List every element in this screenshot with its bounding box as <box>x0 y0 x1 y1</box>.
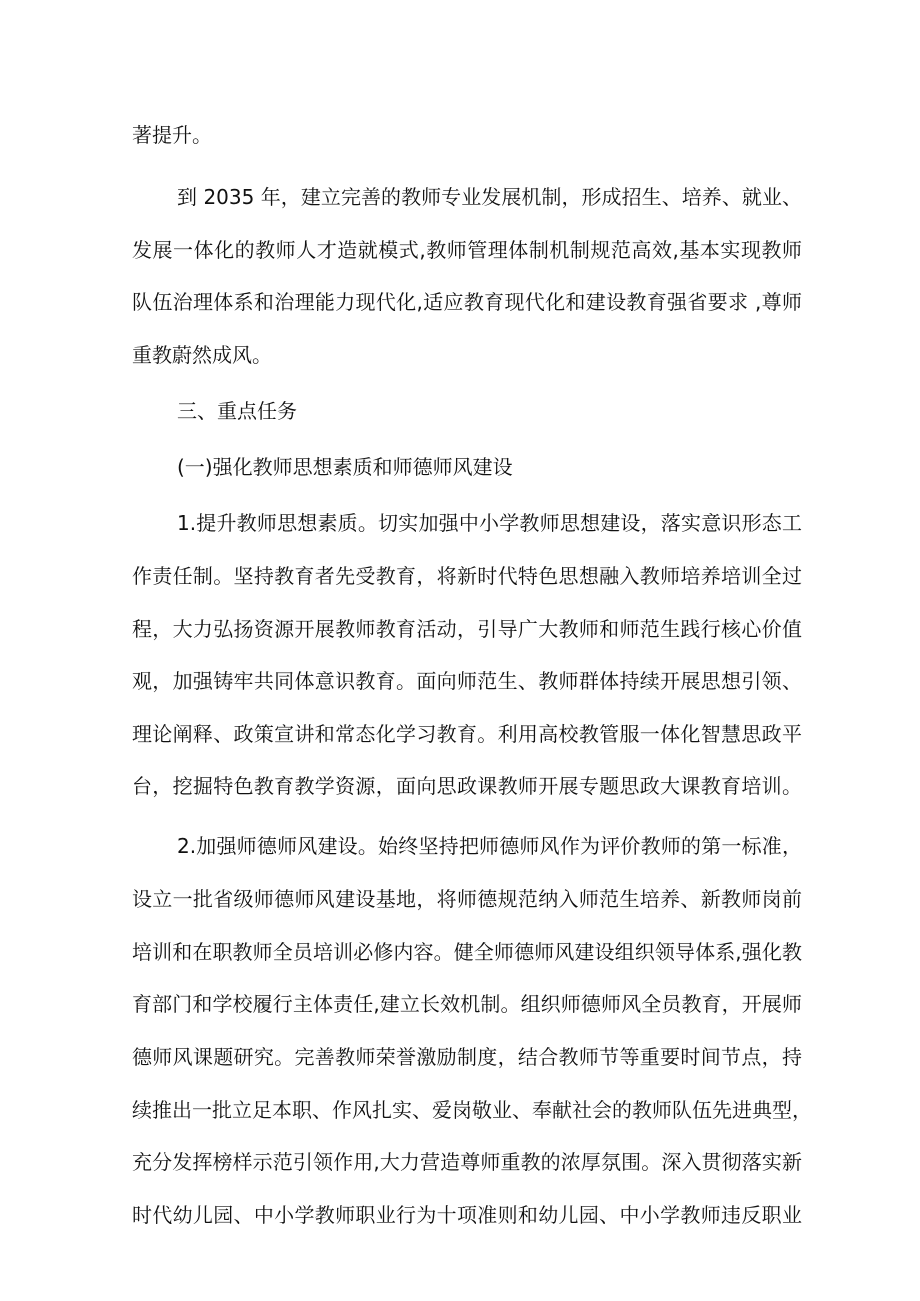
subsection-heading-1: (一)强化教师思想素质和师德师风建设 <box>177 455 513 479</box>
paragraph-goal-2035-line-2: 发展一体化的教师人才造就模式,教师管理体制机制规范高效,基本实现教师 <box>132 238 802 262</box>
item-2-line-8: 时代幼儿园、中小学教师职业行为十项准则和幼儿园、中小学教师违反职业 <box>132 1203 802 1227</box>
item-1-line-3: 程，大力弘扬资源开展教师教育活动，引导广大教师和师范生践行核心价值 <box>132 617 802 641</box>
item-1-line-5: 理论阐释、政策宣讲和常态化学习教育。利用高校教管服一体化智慧思政平 <box>132 722 802 746</box>
item-1-line-6: 台，挖掘特色教育教学资源，面向思政课教师开展专题思政大课教育培训。 <box>132 774 802 798</box>
paragraph-goal-2035-line-4: 重教蔚然成风。 <box>132 343 272 367</box>
paragraph-continuation-line: 著提升。 <box>132 123 212 147</box>
item-2-line-4: 育部门和学校履行主体责任,建立长效机制。组织师德师风全员教育，开展师 <box>132 992 802 1016</box>
item-1-line-1: 1.提升教师思想素质。切实加强中小学教师思想建设，落实意识形态工 <box>177 511 802 535</box>
item-2-line-2: 设立一批省级师德师风建设基地，将师德规范纳入师范生培养、新教师岗前 <box>132 887 802 911</box>
item-2-line-1: 2.加强师德师风建设。始终坚持把师德师风作为评价教师的第一标准， <box>177 834 802 858</box>
item-2-line-6: 续推出一批立足本职、作风扎实、爱岗敬业、奉献社会的教师队伍先进典型， <box>132 1098 812 1122</box>
item-1-line-4: 观，加强铸牢共同体意识教育。面向师范生、教师群体持续开展思想引领、 <box>132 669 802 693</box>
item-2-line-7: 充分发挥榜样示范引领作用,大力营造尊师重教的浓厚氛围。深入贯彻落实新 <box>132 1150 802 1174</box>
item-2-line-3: 培训和在职教师全员培训必修内容。健全师德师风建设组织领导体系,强化教 <box>132 940 802 964</box>
paragraph-goal-2035-line-3: 队伍治理体系和治理能力现代化,适应教育现代化和建设教育强省要求 ,尊师 <box>132 290 802 314</box>
item-2-line-5: 德师风课题研究。完善教师荣誉激励制度，结合教师节等重要时间节点，持 <box>132 1045 802 1069</box>
section-heading-key-tasks: 三、重点任务 <box>177 399 297 423</box>
paragraph-goal-2035-line-1: 到 2035 年，建立完善的教师专业发展机制，形成招生、培养、就业、 <box>177 185 802 209</box>
item-1-line-2: 作责任制。坚持教育者先受教育，将新时代特色思想融入教师培养培训全过 <box>132 564 802 588</box>
